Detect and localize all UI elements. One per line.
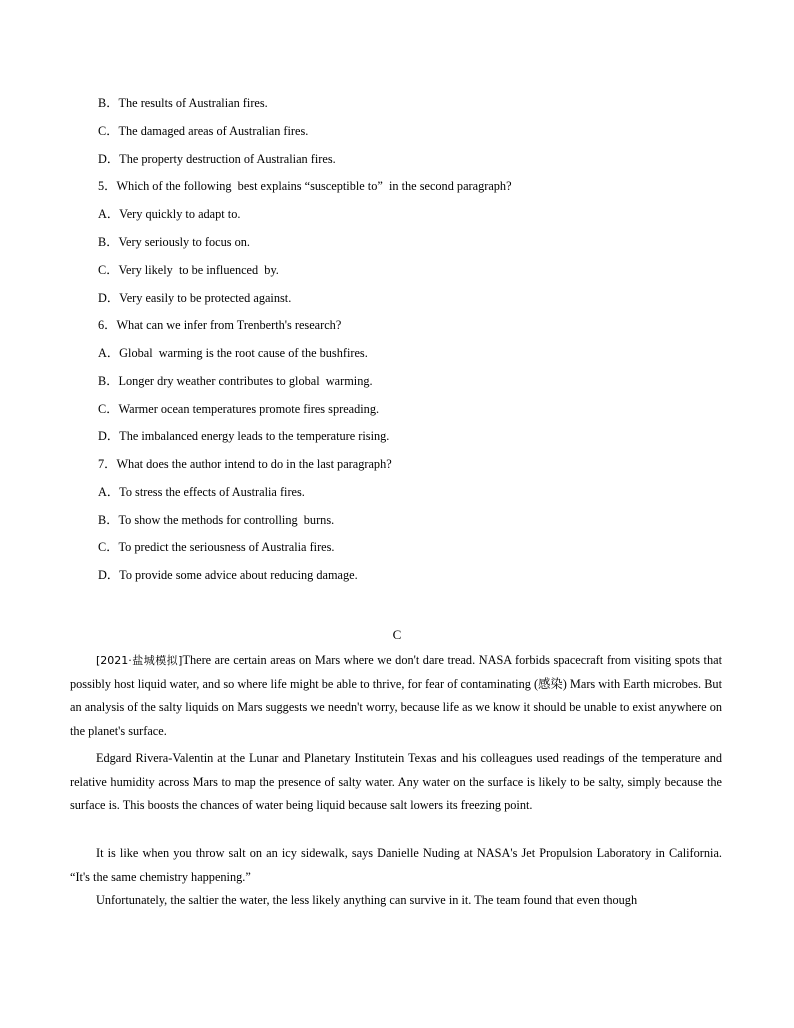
q6-option-d: D．The imbalanced energy leads to the temperature rising.: [98, 429, 390, 443]
paragraph-2-text: Edgard Rivera-Valentin at the Lunar and Planetary Institutein Texas and his colleagues used readings of the temperature and relative humidity across Mars to map the presence of salty water. Any water on the surface is likely to be salty, simply because the surface is. This boosts the chances of water being liquid because salt lowers its freezing point.: [70, 751, 722, 812]
q4-option-d: D．The property destruction of Australian fires.: [98, 152, 336, 166]
section-heading: C: [392, 627, 402, 642]
q5-option-d: D．Very easily to be protected against.: [98, 291, 292, 305]
q5-option-a: A．Very quickly to adapt to.: [98, 207, 241, 221]
q6-option-b: B．Longer dry weather contributes to global warming.: [98, 374, 373, 388]
q6-stem: 6．What can we infer from Trenberth's research?: [98, 318, 342, 332]
q5-option-c: C．Very likely to be influenced by.: [98, 263, 279, 277]
q7-option-a: A．To stress the effects of Australia fires.: [98, 485, 305, 499]
q7-option-c: C．To predict the seriousness of Australia fires.: [98, 540, 335, 554]
q6-option-a: A．Global warming is the root cause of the bushfires.: [98, 346, 368, 360]
q7-option-d: D．To provide some advice about reducing damage.: [98, 568, 358, 582]
paragraph-3-text: It is like when you throw salt on an icy sidewalk, says Danielle Nuding at NASA's Jet Propulsion Laboratory in California. “It's the same chemistry happening.”: [70, 846, 722, 884]
source-tag: [2021·盐城模拟]: [96, 654, 183, 667]
paragraph-4-text: Unfortunately, the saltier the water, the less likely anything can survive in it. The team found that even though: [96, 893, 638, 907]
q7-stem: 7．What does the author intend to do in the last paragraph?: [98, 457, 392, 471]
q4-option-c: C．The damaged areas of Australian fires.: [98, 124, 309, 138]
paragraph-1-text: There are certain areas on Mars where we don't dare tread. NASA forbids spacecraft from visiting spots that possibly host liquid water, and so where life might be able to thrive, for fear of contaminating (感染) Mars with Earth microbes. But an analysis of the salty liquids on Mars suggests we needn't worry, because life as we know it should be unable to exist anywhere on the planet's surface.: [70, 653, 722, 738]
passage-paragraph-1: [70, 649, 722, 743]
q7-option-b: B．To show the methods for controlling burns.: [98, 513, 335, 527]
q4-option-b: B．The results of Australian fires.: [98, 96, 268, 110]
q5-stem: 5．Which of the following best explains “susceptible to” in the second paragraph?: [98, 179, 512, 193]
passage-paragraph-4: [70, 889, 722, 913]
q6-option-c: C．Warmer ocean temperatures promote fires spreading.: [98, 402, 380, 416]
q5-option-b: B．Very seriously to focus on.: [98, 235, 250, 249]
passage-paragraph-2: [70, 747, 722, 818]
passage-paragraph-3: [70, 842, 722, 889]
